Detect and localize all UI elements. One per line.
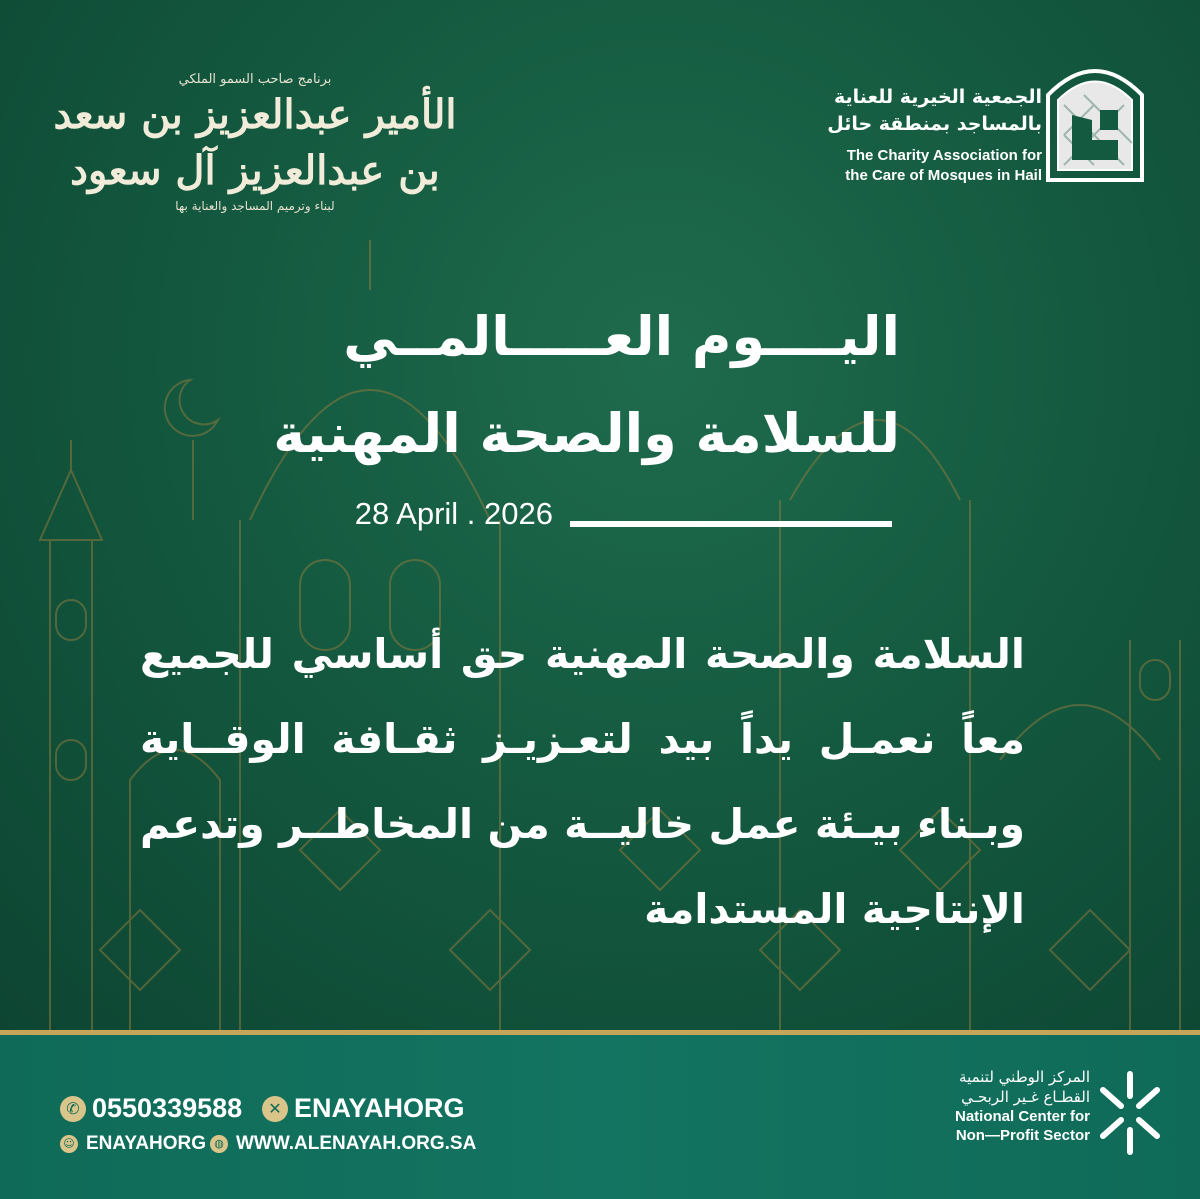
mosque-emblem-icon (1044, 55, 1146, 182)
association-name-ar-1: الجمعية الخيرية للعناية (833, 86, 1042, 108)
website-url: WWW.ALENAYAH.ORG.SA (236, 1133, 477, 1154)
association-name-en-2: the Care of Mosques in Hail (845, 167, 1042, 184)
ncnp-name-ar-2: القطـاع غـير الربحـي (961, 1088, 1090, 1106)
globe-icon: ◍ (210, 1135, 228, 1153)
body-line-1: السلامة والصحة المهنية حق أساسي للجميع (140, 630, 1025, 678)
x-icon: ✕ (262, 1096, 288, 1122)
body-paragraph (140, 612, 1025, 952)
association-name (812, 84, 1042, 186)
program-name: الأمير عبدالعزيز بن سعد بن عبدالعزيز آل سعود (53, 91, 457, 194)
ncnp-logo-icon (1095, 1068, 1165, 1158)
page-title-line2: للسلامة والصحة المهنية (273, 402, 900, 465)
date-label: 28 April . 2026 (354, 496, 553, 531)
website-link[interactable] (210, 1133, 476, 1155)
program-tagline: لبناء وترميم المساجد والعناية بها (175, 199, 335, 213)
body-line-3: وبـناء بيـئة عمل خاليــة من المخاطــر وتدعم (140, 800, 1025, 848)
body-line-4: الإنتاجية المستدامة (644, 885, 1025, 933)
whatsapp-icon: ✆ (60, 1096, 86, 1122)
program-logo (40, 72, 470, 213)
program-subtitle: برنامج صاحب السمو الملكي (178, 72, 332, 87)
x-contact[interactable] (262, 1093, 465, 1124)
body-line-2: معاً نعمـل يداً بيد لتعـزيـز ثقـافة الوقــاية (140, 715, 1025, 763)
snapchat-icon: ☺ (60, 1135, 78, 1153)
snapchat-handle: ENAYAHORG (86, 1133, 207, 1154)
association-name-ar-2: بالمساجد بمنطقة حائل (827, 113, 1042, 135)
x-handle: ENAYAHORG (294, 1093, 465, 1123)
ncnp-name-en-2: Non—Profit Sector (955, 1127, 1090, 1144)
crescent-icon (165, 380, 218, 436)
phone-contact[interactable] (60, 1093, 242, 1124)
association-name-en-1: The Charity Association for (846, 147, 1042, 164)
ncnp-name (920, 1067, 1090, 1145)
snapchat-contact[interactable] (60, 1133, 206, 1155)
divider (570, 521, 892, 527)
ncnp-name-en-1: National Center for (954, 1108, 1090, 1125)
phone-number: 0550339588 (92, 1093, 243, 1123)
page-title-line1: اليــــوم العـــــالمــي (343, 305, 900, 368)
ncnp-name-ar-1: المركز الوطني لتنمية (959, 1068, 1090, 1086)
